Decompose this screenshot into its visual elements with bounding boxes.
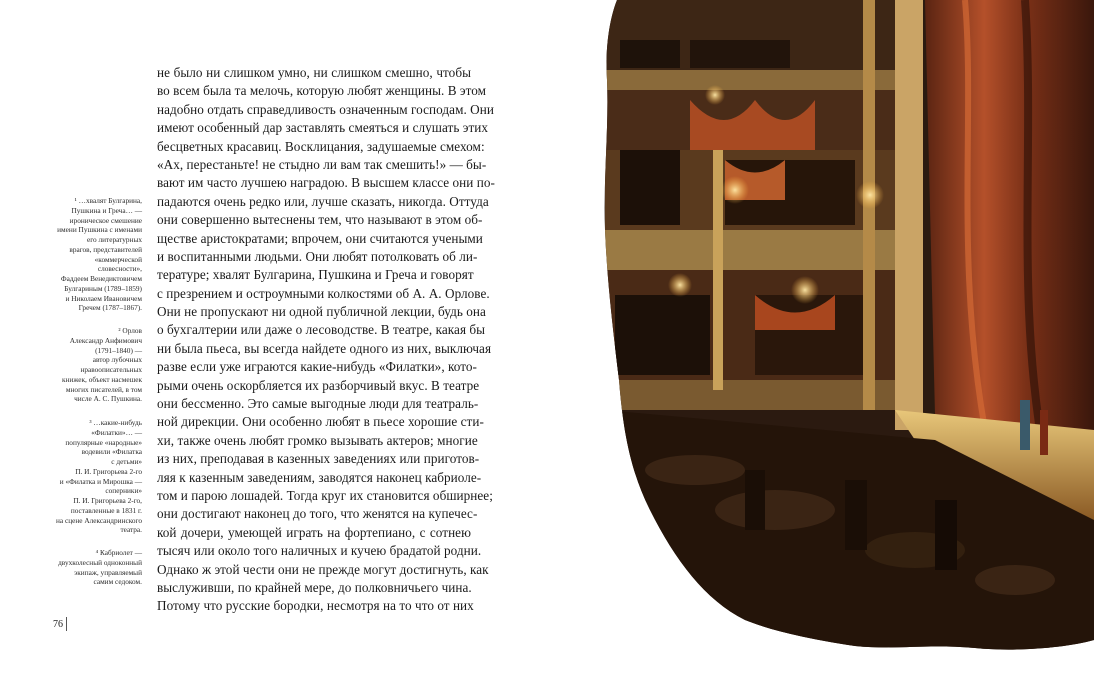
footnote-line: П. И. Григорьева 2-го, — [73, 496, 142, 505]
folio-rule — [66, 617, 67, 631]
body-line: имеют особенный дар заставлять смеяться и слушать этих — [157, 120, 489, 136]
body-text — [157, 64, 495, 616]
body-line: надобно отдать справедливость означенным господам. Они — [157, 101, 494, 117]
theatre-painting-illustration — [595, 0, 1094, 660]
footnote-line: популярные «народные» — [65, 437, 142, 447]
body-line: не было ни слишком умно, ни слишком смешно, чтобы — [157, 65, 471, 80]
body-line: Они не пропускают ни одной публичной лекции, будь она — [157, 304, 486, 320]
footnote-line: водевили «Филатка — [81, 447, 142, 457]
footnote-line: ³ …какие-нибудь — [89, 418, 142, 427]
body-line: тературе; хвалят Булгарина, Пушкина и Греча и говорят — [157, 267, 474, 283]
body-line: том и парою лошадей. Тогда круг их становится обширнее; — [157, 487, 493, 503]
body-line: из них, преподавая в казенных заведениях или приготов- — [157, 451, 480, 467]
body-line: и воспитанными людьми. Они любят потолковать об ли- — [157, 248, 478, 264]
footnote-4 — [42, 548, 142, 587]
body-line: бесцветных красавиц. Восклицания, задушаемые смехом: — [157, 138, 485, 154]
footnote-line: ироническое смешение — [69, 215, 142, 225]
footnote-line: Гречем (1787–1867). — [78, 303, 142, 313]
body-line: падаются очень редко или, лучше сказать, никогда. Оттуда — [157, 193, 489, 209]
footnote-line: словесности», — [97, 264, 142, 274]
body-line: выслуживши, по крайней мере, до полковничьего чина. — [157, 579, 472, 595]
footnote-line: поставленные в 1831 г. — [70, 505, 142, 515]
footnote-line: «коммерческой — [94, 254, 142, 264]
body-line: «Ах, перестаньте! не стыдно ли вам так смешить!» — бы- — [157, 156, 487, 172]
footnote-line: числе А. С. Пушкина. — [74, 394, 142, 404]
body-line: ной дирекции. Они особенно любят в пьесе хорошие сти- — [157, 414, 484, 430]
footnote-line: Фаддеем Венедиктовичем — [60, 274, 142, 283]
body-line: рыми очень оскорбляется их разборчивый вкус. В театре — [157, 377, 480, 393]
footnote-line: Александр Анфимович — [69, 335, 142, 345]
body-line: о бухгалтерии или даже о лесоводстве. В театре, какая бы — [157, 322, 486, 338]
body-line: разве если уже играются какие-нибудь «Филатки», кото- — [157, 359, 477, 375]
body-line: с презрением и остроумными колкостями об А. А. Орлове. — [157, 285, 490, 301]
body-line: кой дочери, умеющей играть на фортепиано, с сотнею — [157, 524, 471, 540]
footnote-3 — [42, 418, 142, 535]
footnote-line: П. И. Григорьева 2-го — [75, 466, 142, 476]
footnote-line: ¹ …хвалят Булгарина, — [74, 196, 142, 205]
footnote-1 — [42, 196, 142, 313]
body-line: ни была пьеса, вы всегда найдете одного из них, выключая — [157, 340, 492, 356]
footnote-2 — [42, 326, 142, 404]
body-line: они совершенно вытеснены тем, что называют в этом об- — [157, 212, 483, 228]
body-line: Однако ж этой чести они не прежде могут достигнуть, как — [157, 561, 489, 577]
footnote-line: с детьми» — [111, 457, 142, 466]
footnote-line: самим седоком. — [93, 577, 142, 587]
body-line: вают им часто лучшею наградою. В высшем классе они по- — [157, 175, 495, 191]
body-line: они достигают наконец до того, что женятся на купечес- — [157, 506, 478, 522]
footnote-line: «Филатки»… — — [91, 427, 142, 437]
body-line: во всем была та мелочь, которую любят женщины. В этом — [157, 83, 487, 99]
footnote-line: врагов, представителей — [69, 244, 142, 254]
body-line: Потому что русские бородки, несмотря на то что от них — [157, 598, 474, 614]
footnote-line: ⁴ Кабриолет — — [95, 548, 142, 557]
footnote-line: Булгариным (1789–1859) — [64, 283, 142, 293]
footnote-line: ² Орлов — [118, 326, 142, 335]
footnote-line: двухколесный одноконный — [58, 557, 142, 567]
footnote-line: соперники» — [105, 486, 142, 496]
footnote-line: театра. — [120, 525, 142, 535]
footnote-line: книжек, объект насмешек — [61, 374, 142, 384]
body-line: ществе аристократами; впрочем, они считаются учеными — [157, 230, 483, 246]
footnote-line: на сцене Александринского — [56, 515, 142, 525]
page-number: 76 — [53, 619, 63, 630]
footnote-line: Пушкина и Греча… — — [71, 205, 142, 215]
footnote-line: и «Филатка и Мирошка — — [59, 476, 142, 486]
footnote-line: экипаж, управляемый — [74, 567, 142, 577]
footnote-line: и Николаем Ивановичем — [65, 293, 142, 303]
body-line: тысяч или около того наличных и кучею брадатой родни. — [157, 543, 482, 559]
footnote-line: многих писателей, в том — [65, 384, 142, 394]
footnote-line: имени Пушкина с именами — [57, 225, 142, 235]
footnote-line: нравоописательных — [80, 365, 142, 374]
body-line: хи, также очень любят громко вызывать актеров; многие — [157, 432, 478, 448]
footnote-line: (1791–1840) — — [95, 345, 142, 355]
footnote-line: автор лубочных — [92, 355, 142, 365]
body-line: они бессменно. Это самые выгодные люди для театраль- — [157, 396, 479, 412]
body-line: ляя к казенным заведениям, заводятся наконец кабриоле- — [157, 469, 482, 485]
footnote-line: его литературных — [86, 235, 142, 244]
